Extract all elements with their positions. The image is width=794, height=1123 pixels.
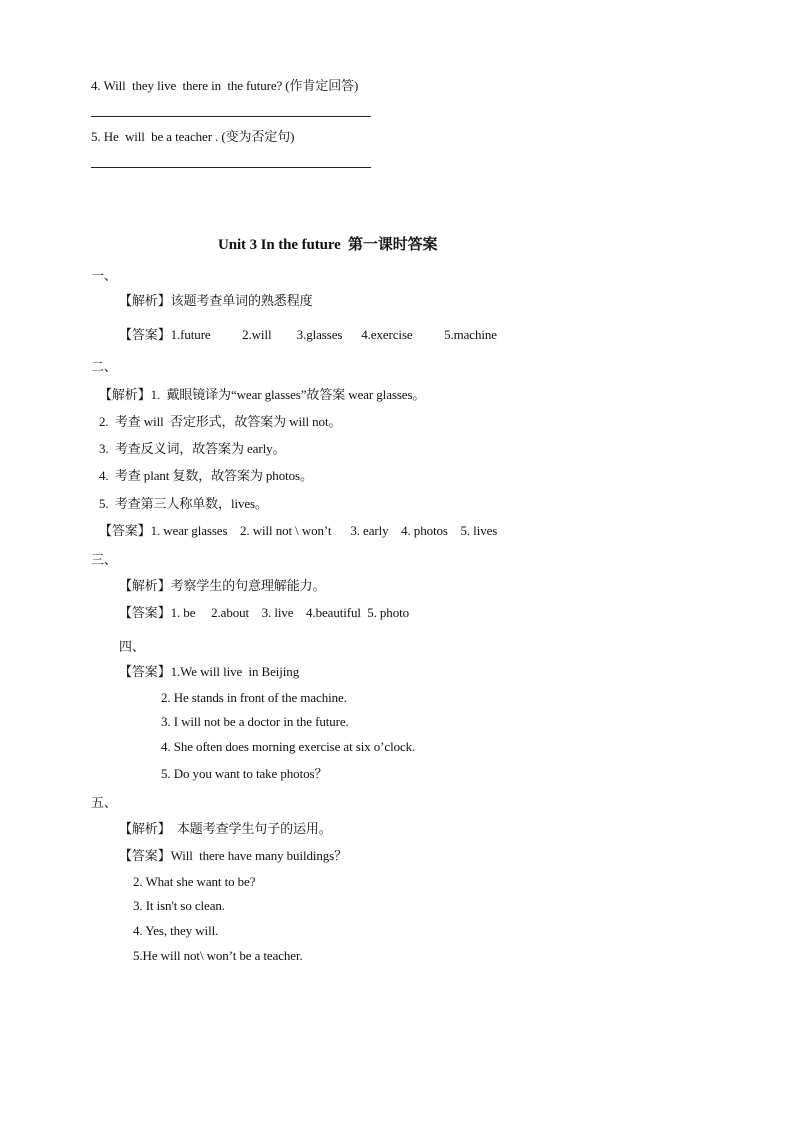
section-5-number: 五、 xyxy=(91,795,117,810)
section-2-line-2: 2. 考查 will 否定形式，故答案为 will not。 xyxy=(99,414,342,429)
section-4-line-5: 5. Do you want to take photos？ xyxy=(161,766,328,781)
answer-line-4 xyxy=(91,116,371,117)
section-4-line-2: 2. He stands in front of the machine. xyxy=(161,690,347,705)
section-1-analysis: 【解析】该题考查单词的熟悉程度 xyxy=(119,293,313,308)
section-1-number: 一、 xyxy=(91,268,117,283)
section-5-line-5: 5.He will not\ won’t be a teacher. xyxy=(133,948,303,963)
section-2-line-4: 4. 考查 plant 复数，故答案为 photos。 xyxy=(99,468,313,483)
section-2-line-1: 【解析】1. 戴眼镜译为“wear glasses”故答案 wear glasses。 xyxy=(99,387,426,402)
question-4: 4. Will they live there in the future? (作肯定回答) xyxy=(91,78,359,93)
section-1-answer: 【答案】1.future 2.will 3.glasses 4.exercise 5.machine xyxy=(119,327,497,342)
answer-line-5 xyxy=(91,167,371,168)
section-3-number: 三、 xyxy=(91,552,117,567)
section-4-number: 四、 xyxy=(119,639,145,654)
section-5-line-4: 4. Yes, they will. xyxy=(133,923,219,938)
section-4-line-3: 3. I will not be a doctor in the future. xyxy=(161,714,349,729)
page-title: Unit 3 In the future 第一课时答案 xyxy=(218,237,438,253)
section-5-line-2: 2. What she want to be? xyxy=(133,874,256,889)
section-5-line-3: 3. It isn't so clean. xyxy=(133,898,225,913)
section-4-answer: 【答案】1.We will live in Beijing xyxy=(119,664,300,679)
section-3-answer: 【答案】1. be 2.about 3. live 4.beautiful 5. photo xyxy=(119,605,410,620)
section-2-number: 二、 xyxy=(91,359,117,374)
section-2-line-5: 5. 考查第三人称单数，lives。 xyxy=(99,496,268,511)
question-5: 5. He will be a teacher . (变为否定句) xyxy=(91,129,295,144)
section-4-line-4: 4. She often does morning exercise at six o’clock. xyxy=(161,739,416,754)
section-2-line-3: 3. 考查反义词，故答案为 early。 xyxy=(99,441,286,456)
section-5-analysis: 【解析】 本题考查学生句子的运用。 xyxy=(119,821,332,836)
section-5-answer: 【答案】Will there have many buildings？ xyxy=(119,848,348,863)
section-2-answer: 【答案】1. wear glasses 2. will not \ won’t 3. early 4. photos 5. lives xyxy=(99,523,498,538)
section-3-analysis: 【解析】考察学生的句意理解能力。 xyxy=(119,578,326,593)
